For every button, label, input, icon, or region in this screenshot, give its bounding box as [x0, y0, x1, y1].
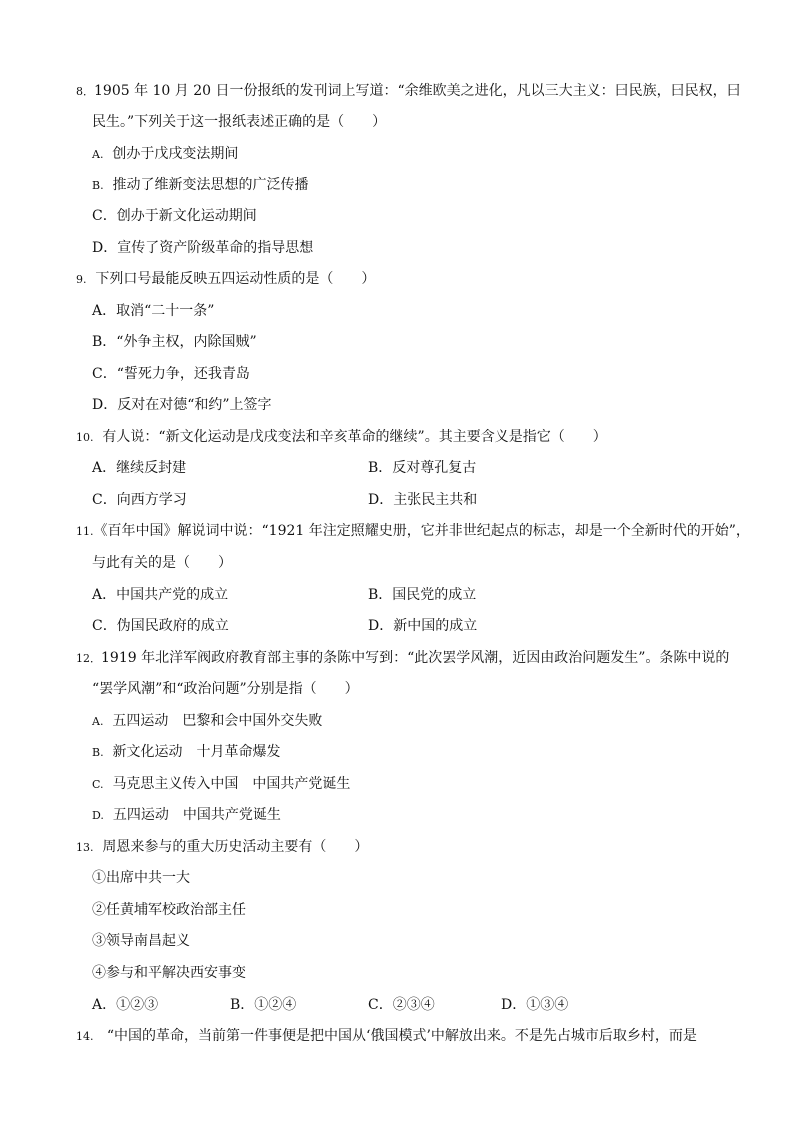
option-a: A．继续反封建 [92, 460, 187, 476]
question-11 [76, 522, 750, 540]
option-d: D．主张民主共和 [368, 492, 478, 508]
question-13 [76, 838, 368, 856]
option-c: C．伪国民政府的成立 [92, 618, 229, 634]
question-11-continuation: 与此有关的是（ ） [92, 555, 232, 571]
option-a: A．①②③ [92, 997, 159, 1013]
option-c: C．创办于新文化运动期间 [92, 208, 257, 224]
option-c: C．“誓死力争，还我青岛 [92, 366, 250, 382]
option-b: B．①②④ [230, 997, 297, 1013]
question-text: 有人说：“新文化运动是戊戌变法和辛亥革命的继续”。其主要含义是指它（ ） [102, 429, 607, 445]
question-text: “中国的革命，当前第一件事便是把中国从‘俄国模式’中解放出来。不是先占城市后取乡村，而是 [106, 1028, 697, 1044]
question-text: 《百年中国》解说词中说：“1921 年注定照耀史册，它并非世纪起点的标志，却是一个全新时代的开始”， [93, 523, 750, 539]
question-8 [76, 82, 741, 100]
statement-item: ①出席中共一大 [92, 870, 190, 886]
question-10 [76, 428, 607, 446]
question-number: 14. [76, 1030, 94, 1043]
option-d: D．宣传了资产阶级革命的指导思想 [92, 240, 314, 256]
question-9 [76, 270, 375, 288]
question-text: 下列口号最能反映五四运动性质的是（ ） [95, 271, 376, 287]
statement-item: ③领导南昌起义 [92, 933, 190, 949]
question-text: 1919 年北洋军阀政府教育部主事的条陈中写到：“此次罢学风潮，近因由政治问题发生”。条陈中说的 [101, 650, 730, 666]
option-b: B．“外争主权，内除国贼” [92, 334, 257, 350]
question-number: 13. [76, 841, 94, 854]
option-c: C．②③④ [368, 997, 435, 1013]
option-d: D．反对在对德“和约”上签字 [92, 397, 272, 413]
option-d: D．①③④ [501, 997, 569, 1013]
option-b: B. 推动了维新变法思想的广泛传播 [92, 177, 309, 193]
question-number: 12． [76, 652, 101, 665]
option-a: A. 五四运动 巴黎和会中国外交失败 [92, 713, 323, 729]
question-12 [76, 649, 729, 667]
statement-item: ②任黄埔军校政治部主任 [92, 902, 246, 918]
question-number: 11. [76, 525, 94, 538]
option-a: A．中国共产党的成立 [92, 587, 229, 603]
option-d: D. 五四运动 中国共产党诞生 [92, 807, 281, 823]
statement-item: ④参与和平解决西安事变 [92, 965, 246, 981]
question-14 [76, 1027, 697, 1045]
option-b: B．反对尊孔复古 [368, 460, 477, 476]
option-c: C．向西方学习 [92, 492, 187, 508]
question-12-continuation: “罢学风潮”和“政治问题”分别是指（ ） [92, 681, 359, 697]
option-a: A．取消“二十一条” [92, 303, 215, 319]
question-8-continuation: 民生。”下列关于这一报纸表述正确的是（ ） [92, 114, 387, 130]
question-number: 10. [76, 431, 94, 444]
question-text: 周恩来参与的重大历史活动主要有（ ） [102, 839, 369, 855]
option-b: B. 新文化运动 十月革命爆发 [92, 744, 281, 760]
question-number: 8． [76, 85, 94, 98]
option-b: B．国民党的成立 [368, 587, 477, 603]
question-text: 1905 年 10 月 20 日一份报纸的发刊词上写道：“余维欧美之进化，凡以三大主义：曰民族，曰民权，曰 [94, 83, 741, 99]
option-c: C. 马克思主义传入中国 中国共产党诞生 [92, 776, 351, 792]
option-d: D．新中国的成立 [368, 618, 478, 634]
question-number: 9. [76, 273, 87, 286]
option-a: A. 创办于戊戌变法期间 [92, 146, 239, 162]
